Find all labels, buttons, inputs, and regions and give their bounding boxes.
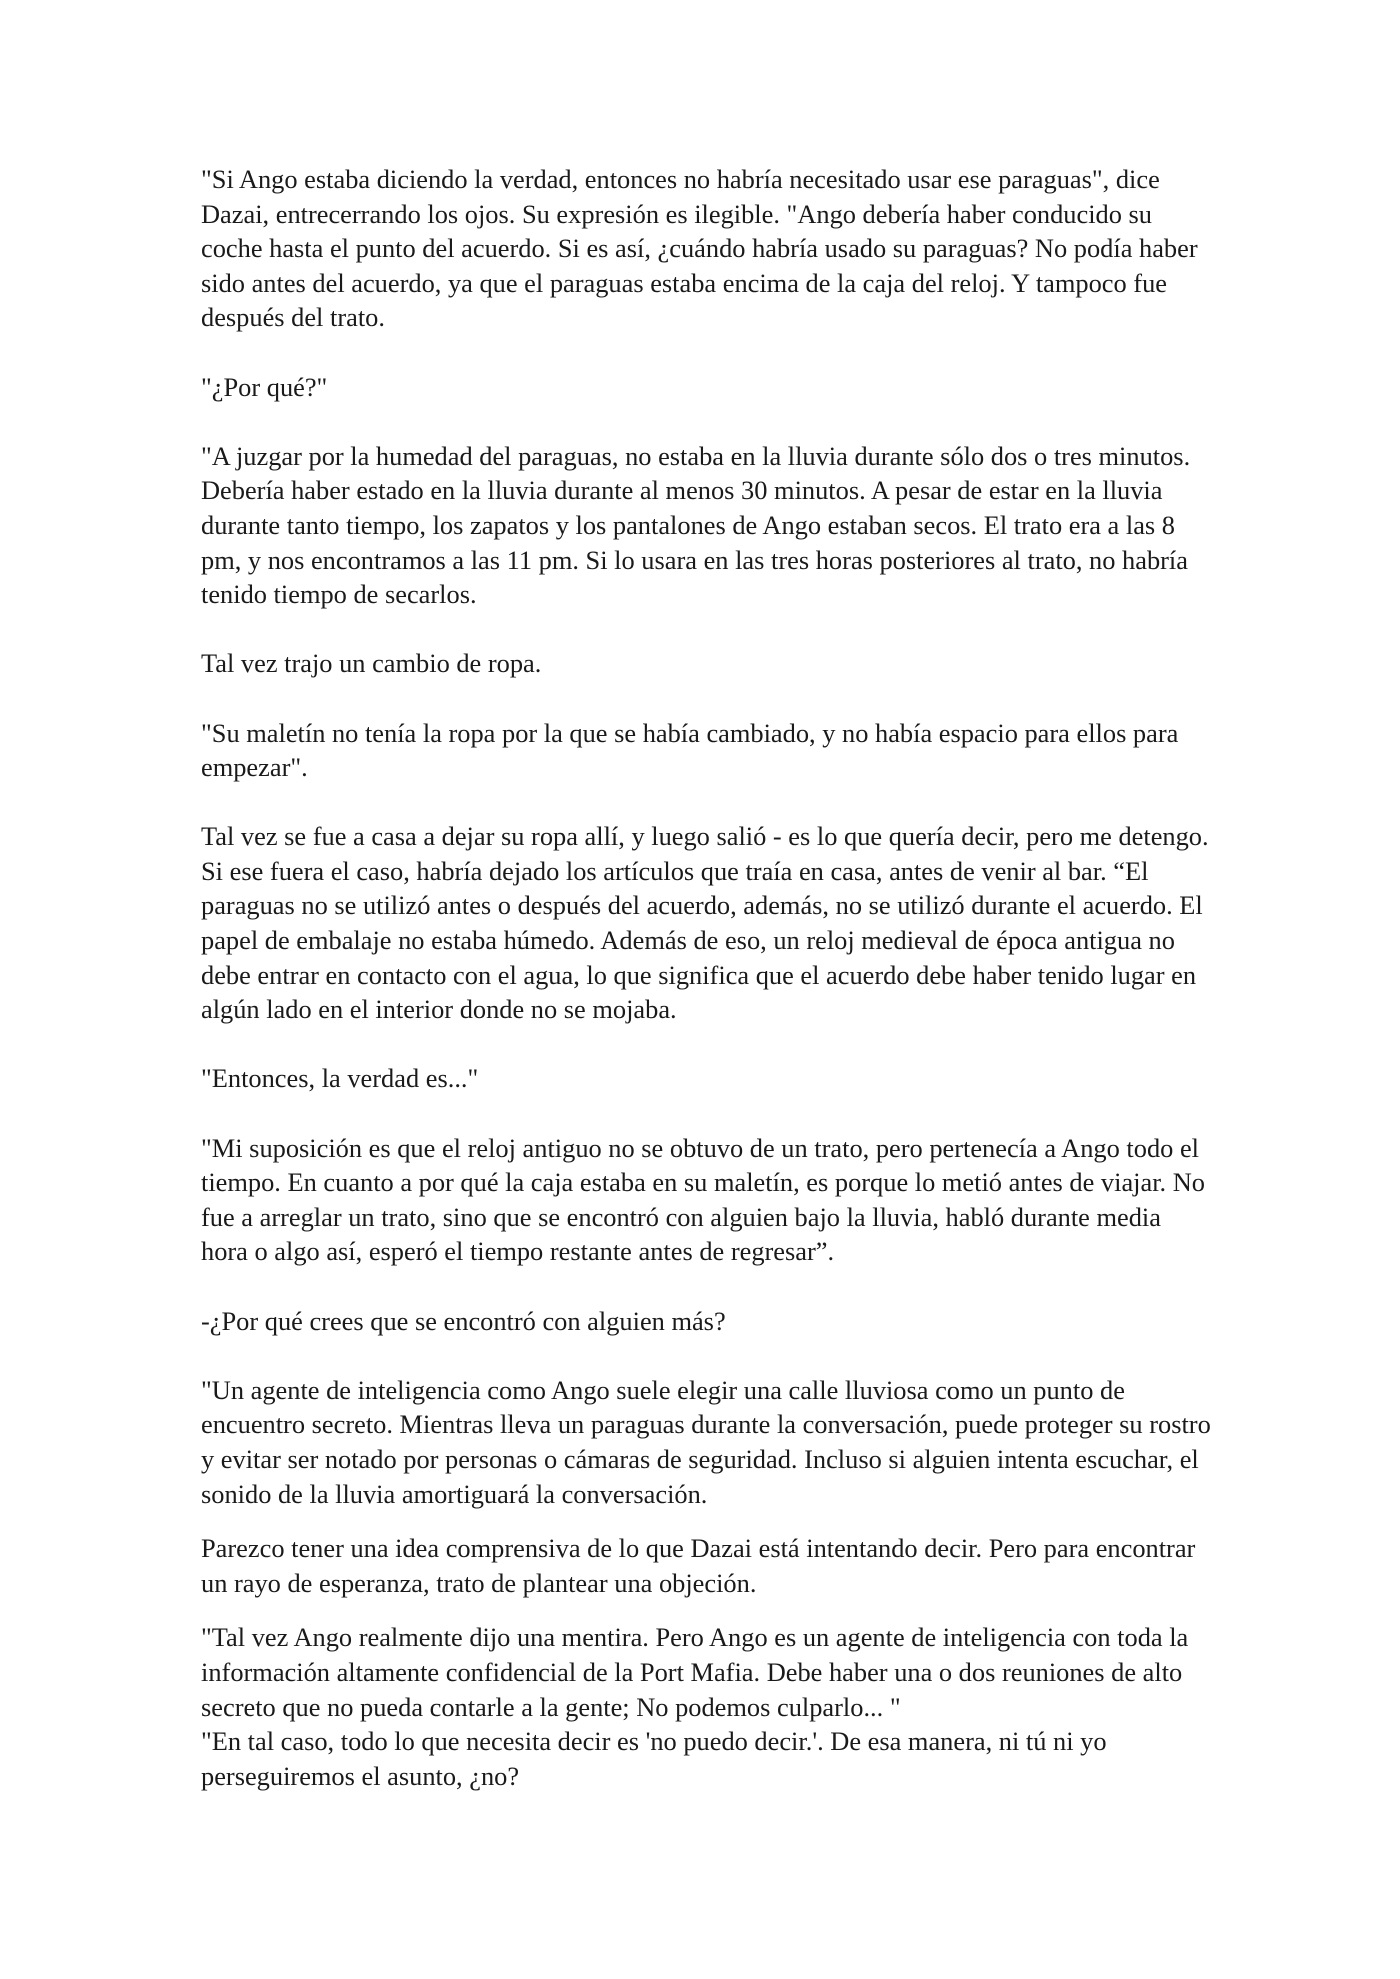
paragraph: Tal vez trajo un cambio de ropa. [201, 648, 542, 679]
paragraph: "Su maletín no tenía la ropa por la que se había cambiado, y no había espacio para ellos para empezar". [201, 717, 1179, 783]
paragraph: Parezco tener una idea comprensiva de lo que Dazai está intentando decir. Pero para encontrar un rayo de esperanza, trato de plantear una objeción. [201, 1533, 1196, 1598]
paragraph: "Mi suposición es que el reloj antiguo no se obtuvo de un trato, pero pertenecía a Ango todo el tiempo. En cuanto a por qué la caja estaba en su maletín, es porque lo metió antes de viajar. No fue a arreglar un trato, sino que se encontró con alguien bajo la lluvia, habló durante media hora o algo así, esperó el tiempo restante antes de regresar”. [201, 1132, 1205, 1267]
document-body [201, 162, 1211, 1793]
paragraph: "Tal vez Ango realmente dijo una mentira. Pero Ango es un agente de inteligencia con toda la información altamente confidencial de la Port Mafia. Debe haber una o dos reuniones de alto secreto que no pueda contarle a la gente; No podemos culparlo... " [201, 1622, 1189, 1722]
paragraph: "¿Por qué?" [201, 371, 328, 402]
paragraph: "Entonces, la verdad es..." [201, 1063, 479, 1094]
paragraph: "Un agente de inteligencia como Ango suele elegir una calle lluviosa como un punto de encuentro secreto. Mientras lleva un paraguas durante la conversación, puede proteger su rostro y evitar ser notado por personas o cámaras de seguridad. Incluso si alguien intenta escuchar, el sonido de la lluvia amortiguará la conversación. [201, 1374, 1211, 1509]
paragraph: "Si Ango estaba diciendo la verdad, entonces no habría necesitado usar ese paraguas", dice Dazai, entrecerrando los ojos. Su expresión es ilegible. "Ango debería haber conducido su coche hasta el punto del acuerdo. Si es así, ¿cuándo habría usado su paraguas? No podía haber sido antes del acuerdo, ya que el paraguas estaba encima de la caja del reloj. Y tampoco fue después del trato. [201, 164, 1198, 333]
paragraph: Tal vez se fue a casa a dejar su ropa allí, y luego salió - es lo que quería decir, pero me detengo. Si ese fuera el caso, habría dejado los artículos que traía en casa, antes de venir al bar. “El paraguas no se utilizó antes o después del acuerdo, además, no se utilizó durante el acuerdo. El papel de embalaje no estaba húmedo. Además de eso, un reloj medieval de época antigua no debe entrar en contacto con el agua, lo que significa que el acuerdo debe haber tenido lugar en algún lado en el interior donde no se mojaba. [201, 821, 1209, 1025]
paragraph: -¿Por qué crees que se encontró con alguien más? [201, 1305, 726, 1336]
paragraph: "A juzgar por la humedad del paraguas, no estaba en la lluvia durante sólo dos o tres minutos. Debería haber estado en la lluvia durante al menos 30 minutos. A pesar de estar en la lluvia durante tanto tiempo, los zapatos y los pantalones de Ango estaban secos. El trato era a las 8 pm, y nos encontramos a las 11 pm. Si lo usara en las tres horas posteriores al trato, no habría tenido tiempo de secarlos. [201, 440, 1191, 610]
paragraph: "En tal caso, todo lo que necesita decir es 'no puedo decir.'. De esa manera, ni tú ni yo perseguiremos el asunto, ¿no? [201, 1726, 1107, 1791]
